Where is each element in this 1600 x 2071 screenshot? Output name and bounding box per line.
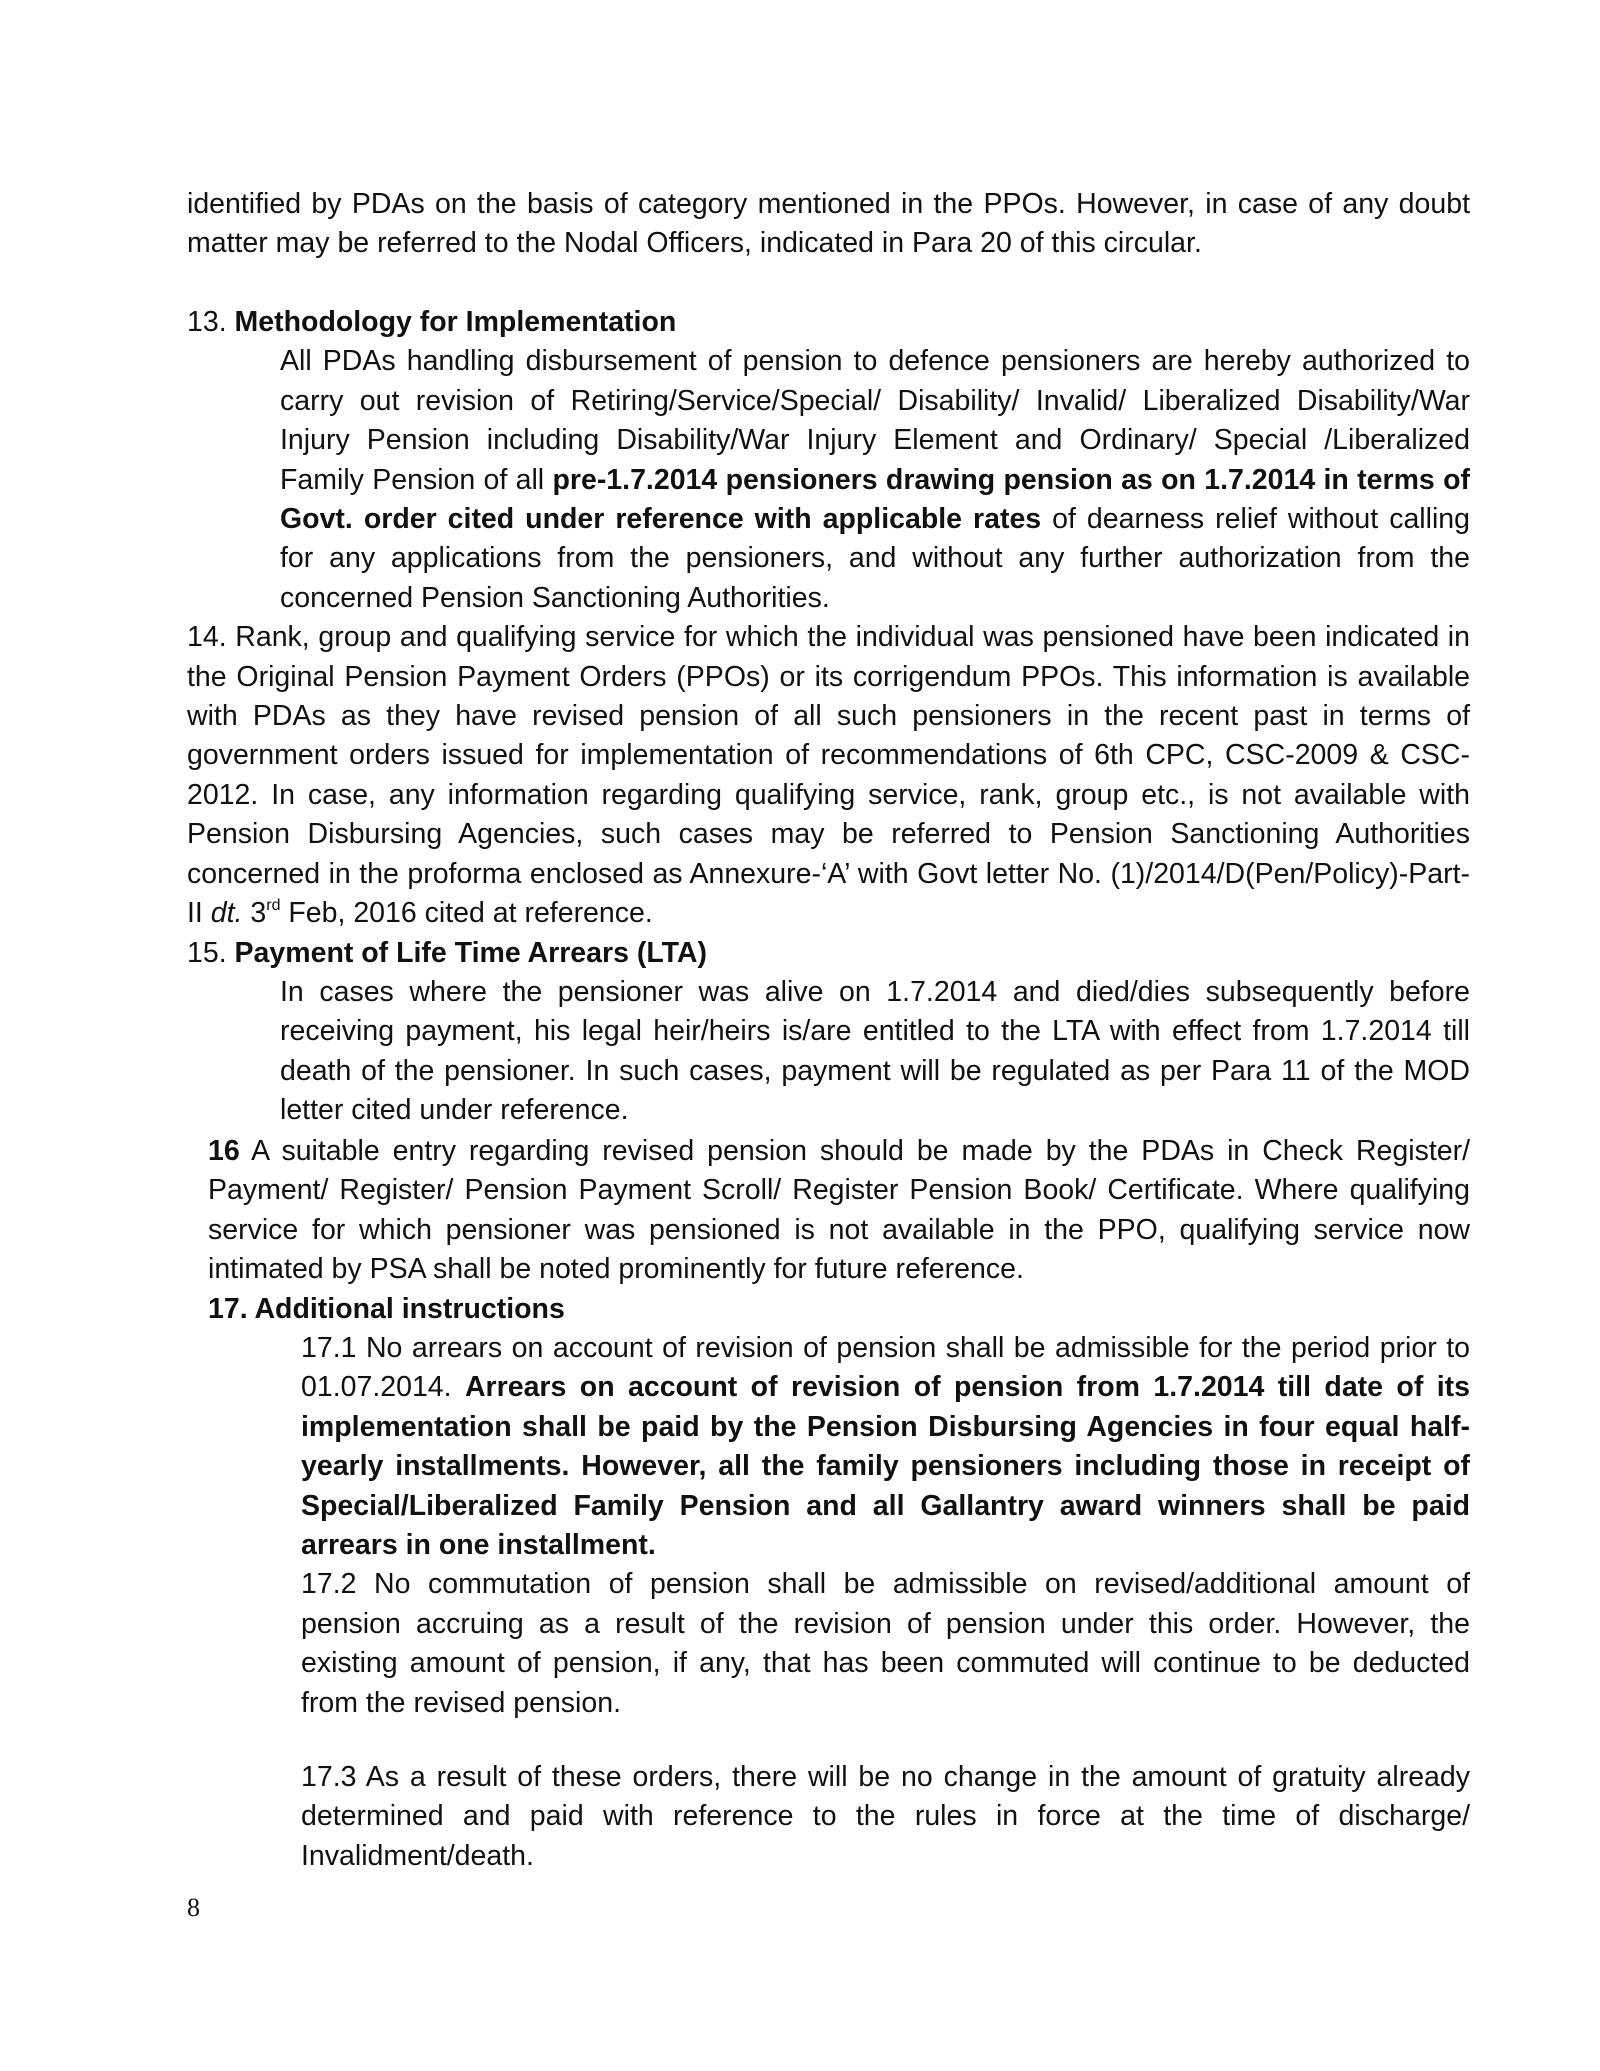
section-13-bold-text: pre-1.7.2014 pensioners drawing pension as on 1.7.2014 in terms of Govt. order cited under reference with applicable rates	[280, 463, 1470, 536]
section-13-title: Methodology for Implementation	[234, 306, 677, 338]
section-17-1-text: 17.1 No arrears on account of revision of pension shall be admissible for the period prior to 01.07.2014.	[301, 1332, 1470, 1404]
section-17-1-bold-text: Arrears on account of revision of pension from 1.7.2014 till date of its implementation shall be paid by the Pension Disbursing Agencies in four equal half-yearly installments. However, all the family pensioners including those in receipt of Special/Liberalized Family Pension and all Gallantry award winners shall be paid arrears in one installment.	[301, 1371, 1470, 1562]
section-14-day-suffix: rd	[266, 897, 281, 915]
section-14-text-2: Feb, 2016 cited at reference.	[280, 897, 653, 930]
sections-16-17	[208, 1132, 1470, 1723]
section-17-heading: 17. Additional instructions	[208, 1292, 565, 1325]
section-17-1-paragraph	[208, 1329, 1470, 1565]
section-16-paragraph	[208, 1132, 1470, 1290]
section-14-text-1: Rank, group and qualifying service for which the individual was pensioned have been indicated in the Original Pension Payment Orders (PPOs) or its corrigendum PPOs. This information is available with PDAs as they have revised pension of all such pensioners in the recent past in terms of government orders issued for implementation of recommendations of 6th CPC, CSC-2009 & CSC-2012. In case, any information regarding qualifying service, rank, group etc., is not available with Pension Disbursing Agencies, such cases may be referred to Pension Sanctioning Authorities concerned in the proforma enclosed as Annexure-‘A’ with Govt letter No. (1)/2014/D(Pen/Policy)-Part-II	[187, 621, 1470, 930]
section-14-day: 3	[250, 897, 267, 930]
section-13-paragraph	[187, 342, 1470, 618]
section-17-3-paragraph: 17.3 As a result of these orders, there will be no change in the amount of gratuity already determined and paid with reference to the rules in force at the time of discharge/ Invalidment/death.	[301, 1761, 1470, 1872]
section-13-heading	[187, 303, 1470, 342]
section-17-2-paragraph: 17.2 No commutation of pension shall be admissible on revised/additional amount of pension accruing as a result of the revision of pension under this order. However, the existing amount of pension, if any, that has been commuted will continue to be deducted from the revised pension.	[301, 1568, 1470, 1719]
section-15-title: Payment of Life Time Arrears (LTA)	[234, 936, 708, 969]
page-number: 8	[187, 1893, 200, 1922]
section-16-text: A suitable entry regarding revised pension should be made by the PDAs in Check Register/ Payment/ Register/ Pension Payment Scroll/ Register Pension Book/ Certificate. Where qualifying service for which pensioner was pensioned is not available in the PPO, qualifying service now intimated by PSA shall be noted prominently for future reference.	[208, 1135, 1470, 1286]
section-14-paragraph	[187, 618, 1470, 933]
section-14-number: 14.	[187, 621, 227, 654]
section-15-heading	[187, 934, 1470, 973]
intro-paragraph: identified by PDAs on the basis of category mentioned in the PPOs. However, in case of any doubt matter may be referred to the Nodal Officers, indicated in Para 20 of this circular.	[187, 188, 1470, 260]
sections-13-15	[187, 303, 1470, 1131]
section-15-number: 15.	[187, 936, 227, 969]
section-13-text-2: of dearness relief without calling for any applications from the pensioners, and without any further authorization from the concerned Pension Sanctioning Authorities.	[280, 503, 1470, 614]
section-15-paragraph: In cases where the pensioner was alive on 1.7.2014 and died/dies subsequently before receiving payment, his legal heir/heirs is/are entitled to the LTA with effect from 1.7.2014 till death of the pensioner. In such cases, payment will be regulated as per Para 11 of the MOD letter cited under reference.	[280, 975, 1470, 1127]
section-16-number: 16	[208, 1135, 240, 1167]
section-14-dt: dt.	[210, 897, 243, 930]
section-17-3-block	[208, 1758, 1470, 1876]
section-13-number: 13.	[187, 306, 227, 338]
section-13-text-1: All PDAs handling disbursement of pension to defence pensioners are hereby authorized to carry out revision of Retiring/Service/Special/ Disability/ Invalid/ Liberalized Disability/War Injury Pension including Disability/War Injury Element and Ordinary/ Special /Liberalized Family Pension of all	[280, 345, 1470, 496]
